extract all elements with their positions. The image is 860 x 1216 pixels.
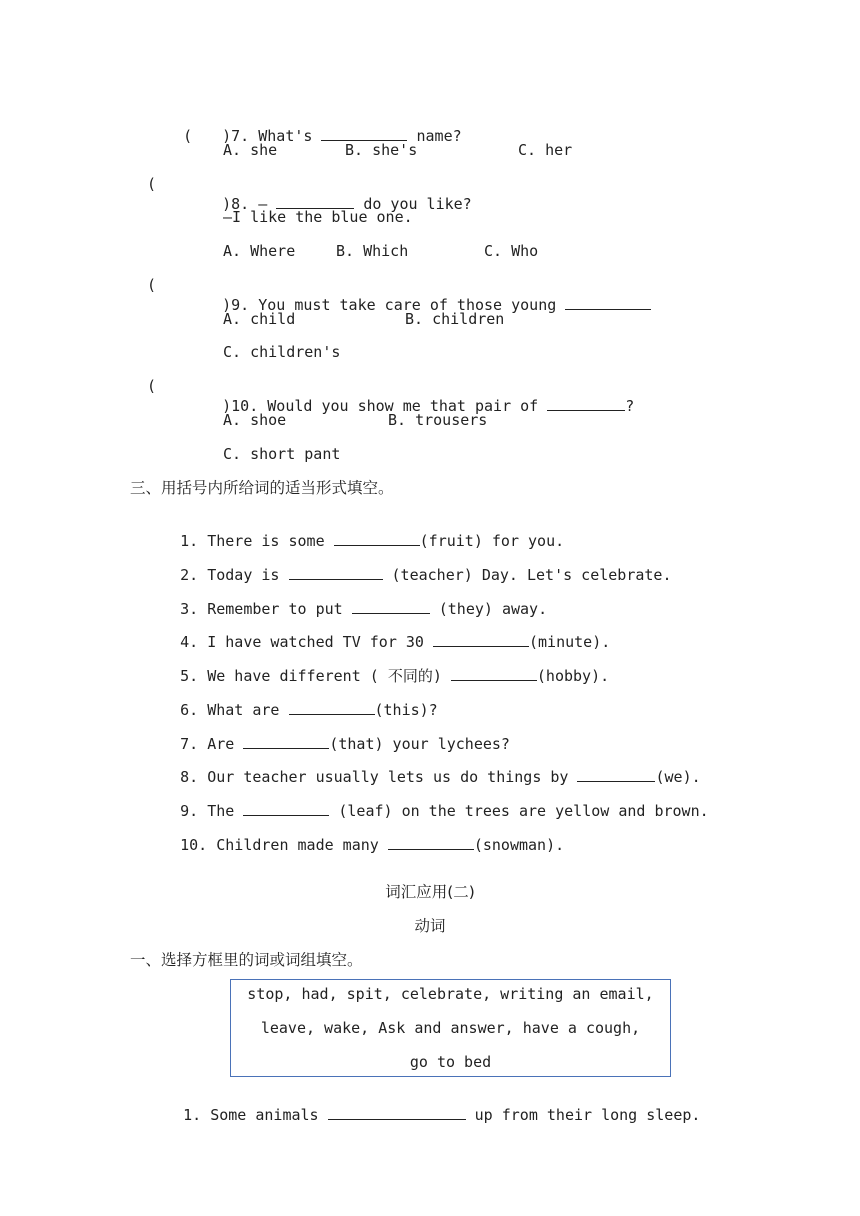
item-text: (they) away.: [429, 600, 548, 618]
word-box: [230, 979, 671, 1077]
part-title: 词汇应用(二): [385, 883, 475, 901]
answer-blank[interactable]: [388, 835, 474, 850]
item-text: I have watched TV for 30: [207, 633, 424, 651]
option-a: A. Where: [223, 242, 296, 260]
item-text: (minute).: [529, 633, 611, 651]
item-text: We have different ( 不同的): [207, 667, 442, 685]
option-a: A. child: [223, 310, 296, 328]
item-number: 3.: [180, 600, 199, 618]
word-box-line: leave, wake, Ask and answer, have a cough,: [260, 1019, 641, 1037]
question-8-reply: —I like the blue one.: [223, 208, 413, 226]
item-number: 9.: [180, 802, 199, 820]
item-number: 4.: [180, 633, 199, 651]
question-text: Would you show me that pair of: [267, 397, 539, 415]
item-number: 1.: [180, 532, 199, 550]
answer-blank[interactable]: [334, 531, 420, 546]
item-number: 5.: [180, 667, 199, 685]
option-b: B. Which: [336, 242, 409, 260]
option-b: B. trousers: [388, 411, 488, 429]
item-number: 10.: [180, 836, 208, 854]
answer-blank[interactable]: [547, 396, 625, 411]
item-text: Remember to put: [207, 600, 343, 618]
question-number: )8.: [222, 195, 250, 213]
option-b: B. children: [405, 310, 505, 328]
answer-blank[interactable]: [321, 126, 407, 141]
item-text: (leaf) on the trees are yellow and brown.: [329, 802, 709, 820]
item-number: 1.: [183, 1106, 202, 1124]
item-number: 7.: [180, 735, 199, 753]
item-text: Are: [207, 735, 235, 753]
question-text: do you like?: [363, 195, 472, 213]
option-c: C. Who: [484, 242, 539, 260]
item-number: 8.: [180, 768, 199, 786]
question-text: ?: [625, 397, 635, 415]
item-text: Today is: [207, 566, 280, 584]
answer-blank[interactable]: [577, 767, 655, 782]
word-box-line: stop, had, spit, celebrate, writing an email,: [247, 985, 654, 1003]
answer-paren: (: [183, 127, 193, 145]
item-text: (this)?: [374, 701, 438, 719]
question-text: —: [258, 195, 268, 213]
item-text: (we).: [655, 768, 701, 786]
item-text: What are: [207, 701, 280, 719]
answer-blank[interactable]: [451, 666, 537, 681]
word-box-line: go to bed: [409, 1053, 492, 1071]
item-text: (snowman).: [473, 836, 565, 854]
question-number: )10.: [222, 397, 259, 415]
answer-paren: (: [147, 175, 157, 193]
part-subtitle: 动词: [414, 917, 446, 935]
answer-paren: (: [147, 377, 157, 395]
item-text: The: [207, 802, 235, 820]
answer-blank[interactable]: [328, 1105, 466, 1120]
item-text: Our teacher usually lets us do things by: [207, 768, 569, 786]
item-text: (hobby).: [536, 667, 610, 685]
section-3-heading: 三、用括号内所给词的适当形式填空。: [130, 479, 394, 497]
answer-blank[interactable]: [243, 801, 329, 816]
question-text: You must take care of those young: [258, 296, 557, 314]
option-c: C. her: [518, 141, 573, 159]
item-number: 6.: [180, 701, 199, 719]
option-c: C. children's: [223, 343, 341, 361]
section-1-heading: 一、选择方框里的词或词组填空。: [130, 951, 363, 969]
item-text: (that) your lychees?: [329, 735, 510, 753]
option-a: A. shoe: [223, 411, 287, 429]
question-text: name?: [416, 127, 462, 145]
item-text: (fruit) for you.: [419, 532, 565, 550]
answer-blank[interactable]: [433, 632, 529, 647]
option-c: C. short pant: [223, 445, 341, 463]
item-text: Children made many: [216, 836, 379, 854]
box-question-1: [147, 1085, 700, 1145]
item-text: (teacher) Day. Let's celebrate.: [382, 566, 672, 584]
answer-blank[interactable]: [565, 295, 651, 310]
item-text: up from their long sleep.: [474, 1106, 701, 1124]
option-b: B. she's: [345, 141, 418, 159]
question-number: )9.: [222, 296, 250, 314]
fill-item-10: [144, 815, 564, 875]
question-number: )7.: [222, 127, 250, 145]
item-text: Some animals: [210, 1106, 319, 1124]
item-number: 2.: [180, 566, 199, 584]
option-a: A. she: [223, 141, 278, 159]
question-text: What's: [258, 127, 313, 145]
answer-paren: (: [147, 276, 157, 294]
item-text: There is some: [207, 532, 325, 550]
answer-blank[interactable]: [289, 700, 375, 715]
answer-blank[interactable]: [289, 565, 383, 580]
